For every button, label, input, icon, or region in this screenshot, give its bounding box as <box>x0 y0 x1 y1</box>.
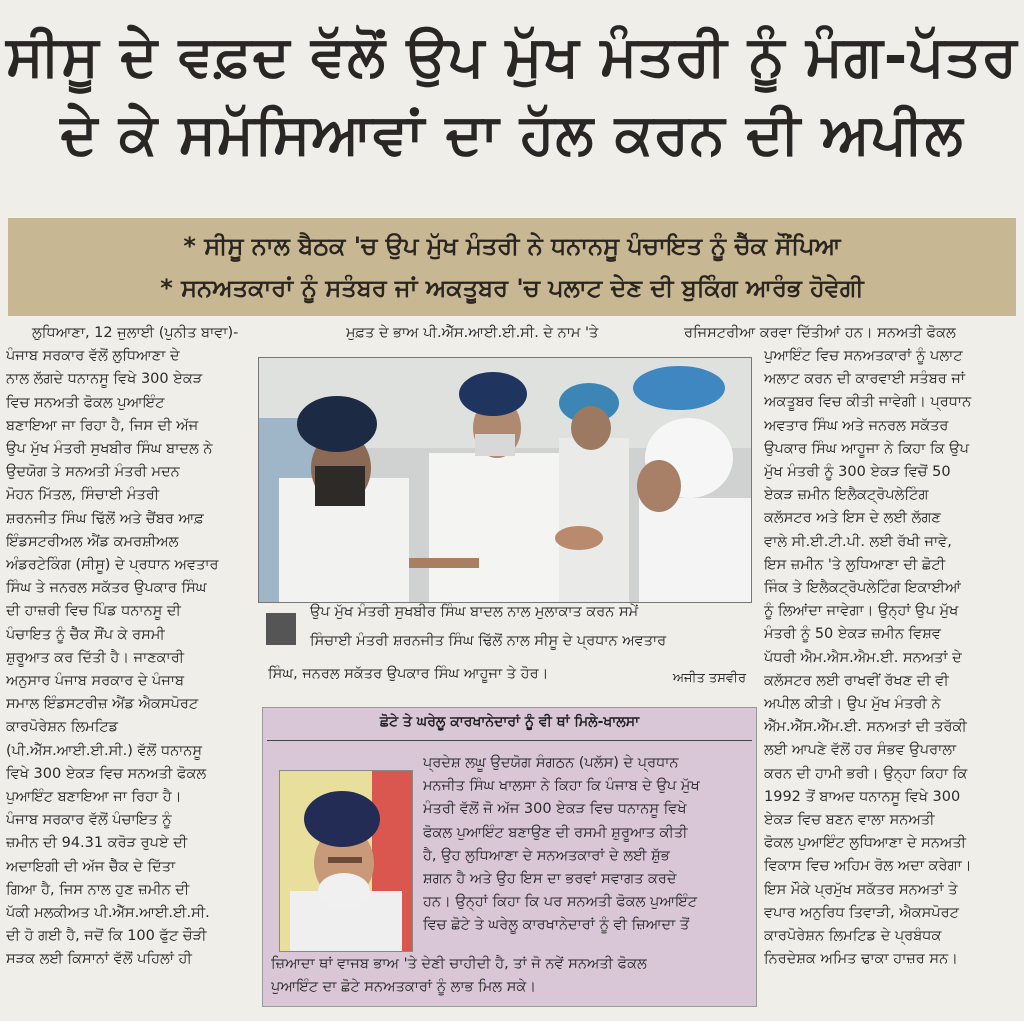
right-column-line: ਫੋਕਲ ਪੁਆਇੰਟ ਲੁਧਿਆਣਾ ਦੇ ਸਨਅਤੀ <box>764 835 967 852</box>
left-column-line: ਸੜਕ ਲਈ ਕਿਸਾਨਾਂ ਵੱਲੋਂ ਪਹਿਲਾਂ ਹੀ <box>6 951 192 968</box>
box-side-line: ਮਨਜੀਤ ਸਿੰਘ ਖਾਲਸਾ ਨੇ ਕਿਹਾ ਕਿ ਪੰਜਾਬ ਦੇ ਉਪ ਮੁੱਖ <box>423 778 700 795</box>
left-column-line: ਅਨੁਸਾਰ ਪੰਜਾਬ ਸਰਕਾਰ ਦੇ ਪੰਜਾਬ <box>6 673 185 690</box>
box-title: ਛੋਟੇ ਤੇ ਘਰੇਲੂ ਕਾਰਖਾਨੇਦਾਰਾਂ ਨੂੰ ਵੀ ਥਾਂ ਮਿਲੇ-ਖਾਲਸਾ <box>379 714 640 730</box>
left-column-line: ਸ਼ੁਰੂਆਤ ਕਰ ਦਿੱਤੀ ਹੈ। ਜਾਣਕਾਰੀ <box>6 649 185 666</box>
left-column-line: ਅਦਾਇਗੀ ਦੀ ਅੱਜ ਚੈੱਕ ਦੇ ਦਿੱਤਾ <box>6 858 176 875</box>
top-strip-right: ਰਜਿਸਟਰੀਆ ਕਰਵਾ ਦਿੱਤੀਆਂ ਹਨ। ਸਨਅਤੀ ਫੋਕਲ <box>684 325 956 341</box>
headline-line-1: ਸੀਸੂ ਦੇ ਵਫ਼ਦ ਵੱਲੋਂ ਉਪ ਮੁੱਖ ਮੰਤਰੀ ਨੂੰ ਮੰਗ-ਪੱਤਰ <box>6 24 1018 89</box>
left-column-line: ਮੋਹਨ ਮਿੱਤਲ, ਸਿੰਚਾਈ ਮੰਤਰੀ <box>6 487 160 504</box>
box-side-line: ਮੰਤਰੀ ਵੱਲੋਂ ਜੋ ਅੱਜ 300 ਏਕੜ ਵਿਚ ਧਨਾਨਸੂ ਵਿਖੇ <box>423 801 687 818</box>
right-column-line: ਉਪਕਾਰ ਸਿੰਘ ਆਹੂਜਾ ਨੇ ਕਿਹਾ ਕਿ ਉਪ <box>764 440 969 457</box>
boxed-story <box>262 707 757 1007</box>
dateline: ਲੁਧਿਆਣਾ, 12 ਜੁਲਾਈ (ਪੁਨੀਤ ਬਾਵਾ)- <box>32 325 239 341</box>
left-column-line: ਗਿਆ ਹੈ, ਜਿਸ ਨਾਲ ਹੁਣ ਜ਼ਮੀਨ ਦੀ <box>6 881 190 898</box>
left-column-line: ਪੰਜਾਬ ਸਰਕਾਰ ਵੱਲੋਂ ਲੁਧਿਆਣਾ ਦੇ <box>6 348 180 365</box>
right-column-line: ਪੁਆਇੰਟ ਵਿਚ ਸਨਅਤਕਾਰਾਂ ਨੂੰ ਪਲਾਟ <box>764 348 963 364</box>
right-column-line: ਇਸ ਜ਼ਮੀਨ 'ਤੇ ਲੁਧਿਆਣਾ ਦੀ ਛੋਟੀ <box>764 556 946 573</box>
left-column-line: ਪੰਚਾਇਤ ਨੂੰ ਚੈੱਕ ਸੌਂਪ ਕੇ ਰਸਮੀ <box>6 626 165 643</box>
left-column-line: ਪੁਆਇੰਟ ਬਣਾਇਆ ਜਾ ਰਿਹਾ ਹੈ। <box>6 789 182 806</box>
left-column-lines <box>6 345 252 971</box>
left-column-line: ਵਿਚ ਸਨਅਤੀ ਫੋਕਲ ਪੁਆਇੰਟ <box>6 394 165 411</box>
right-column-line: ਅਵਤਾਰ ਸਿੰਘ ਅਤੇ ਜਨਰਲ ਸਕੱਤਰ <box>764 417 949 434</box>
headline-line-2: ਦੇ ਕੇ ਸਮੱਸਿਆਵਾਂ ਦਾ ਹੱਲ ਕਰਨ ਦੀ ਅਪੀਲ <box>60 102 964 167</box>
box-full-text <box>271 953 749 999</box>
meeting-photo <box>258 357 752 603</box>
right-column-line: ਕਾਰਪੋਰੇਸ਼ਨ ਲਿਮਟਿਡ ਦੇ ਪ੍ਰਬੰਧਕ <box>764 928 942 945</box>
right-column-line: ਵਿਕਾਸ ਵਿਚ ਅਹਿਮ ਰੋਲ ਅਦਾ ਕਰੇਗਾ। <box>764 858 972 875</box>
left-column-line: ਸ਼ਰਨਜੀਤ ਸਿੰਘ ਢਿੱਲੋਂ ਅਤੇ ਚੈਂਬਰ ਆਫ਼ <box>6 510 204 527</box>
left-column-line: ਉਪ ਮੁੱਖ ਮੰਤਰੀ ਸੁਖਬੀਰ ਸਿੰਘ ਬਾਦਲ ਨੇ <box>6 441 213 458</box>
left-column-line: (ਪੀ.ਐੱਸ.ਆਈ.ਈ.ਸੀ.) ਵੱਲੋਂ ਧਨਾਨਸੂ <box>6 742 203 759</box>
box-side-line: ਵਿਚ ਛੋਟੇ ਤੇ ਘਰੇਲੂ ਕਾਰਖਾਨੇਦਾਰਾਂ ਨੂੰ ਵੀ ਜ਼ਿਆਦਾ ਤੋਂ <box>423 917 690 934</box>
right-column-line: ਲਈ ਆਪਣੇ ਵੱਲੋਂ ਹਰ ਸੰਭਵ ਉਪਰਾਲਾ <box>764 742 957 759</box>
right-column-line: ਨੂੰ ਲਿਆਂਦਾ ਜਾਵੇਗਾ। ਉਨ੍ਹਾਂ ਉਪ ਮੁੱਖ <box>764 603 959 620</box>
left-column-line: ਵਿਖੇ 300 ਏਕੜ ਵਿਚ ਸਨਅਤੀ ਫੋਕਲ <box>6 765 207 782</box>
left-column-line: ਨਾਲ ਲੱਗਦੇ ਧਨਾਨਸੂ ਵਿਖੇ 300 ਏਕੜ <box>6 371 203 388</box>
photo-credit: ਅਜੀਤ ਤਸਵੀਰ <box>672 671 746 686</box>
right-column-line: ਵਾਲੇ ਸੀ.ਈ.ਟੀ.ਪੀ. ਲਈ ਰੱਖੀ ਜਾਵੇ, <box>764 533 952 550</box>
right-column-line: ਵਪਾਰ ਅਨੁਰਿਧ ਤਿਵਾੜੀ, ਐਕਸਪੋਰਟ <box>764 904 959 921</box>
left-column-line: ਸਮਾਲ ਇੰਡਸਟਰੀਜ਼ ਐਂਡ ਐਕਸਪੋਰਟ <box>6 696 199 713</box>
meeting-photo-illustration <box>259 358 751 602</box>
box-side-line: ਫੋਕਲ ਪੁਆਇੰਟ ਬਣਾਉਣ ਦੀ ਰਸਮੀ ਸ਼ੁਰੂਆਤ ਕੀਤੀ <box>423 824 688 841</box>
right-column-line: ਏਕੜ ਵਿਚ ਬਣਨ ਵਾਲਾ ਸਨਅਤੀ <box>764 812 935 829</box>
right-column-line: ਅਲਾਟ ਕਰਨ ਦੀ ਕਾਰਵਾਈ ਸਤੰਬਰ ਜਾਂ <box>764 371 965 388</box>
box-side-text <box>423 752 745 938</box>
subheadline-band <box>8 218 1016 316</box>
caption-line-2: ਸਿੰਚਾਈ ਮੰਤਰੀ ਸ਼ਰਨਜੀਤ ਸਿੰਘ ਢਿੱਲੋਂ ਨਾਲ ਸੀਸੂ ਦੇ ਪ੍ਰਧਾਨ ਅਵਤਾਰ <box>310 633 667 649</box>
box-side-line: ਸ਼ਗਨ ਹੈ ਅਤੇ ਉਹ ਇਸ ਦਾ ਭਰਵਾਂ ਸਵਾਗਤ ਕਰਦੇ <box>423 871 677 888</box>
left-column-line: ਬਣਾਇਆ ਜਾ ਰਿਹਾ ਹੈ, ਜਿਸ ਦੀ ਅੱਜ <box>6 417 199 434</box>
portrait-illustration <box>280 771 412 951</box>
portrait-photo <box>279 770 413 952</box>
right-column-line: ਮੰਤਰੀ ਨੂੰ 50 ਏਕੜ ਜ਼ਮੀਨ ਵਿਸ਼ਵ <box>764 626 941 643</box>
top-strip-middle: ਮੁਫ਼ਤ ਦੇ ਭਾਅ ਪੀ.ਐੱਸ.ਆਈ.ਈ.ਸੀ. ਦੇ ਨਾਮ 'ਤੇ <box>346 325 599 341</box>
box-full-line: ਪੁਆਇੰਟ ਦਾ ਛੋਟੇ ਸਨਅਤਕਾਰਾਂ ਨੂੰ ਲਾਭ ਮਿਲ ਸਕੇ। <box>271 979 537 996</box>
right-column-line: ਅਕਤੂਬਰ ਵਿਚ ਕੀਤੀ ਜਾਵੇਗੀ। ਪ੍ਰਧਾਨ <box>764 394 972 411</box>
right-column-line: ਕਲੱਸਟਰ ਅਤੇ ਇਸ ਦੇ ਲਈ ਲੱਗਣ <box>764 510 941 527</box>
left-column-line: ਪੱਕੀ ਮਲਕੀਅਤ ਪੀ.ਐੱਸ.ਆਈ.ਈ.ਸੀ. <box>6 905 210 922</box>
right-column-line: ਐੱਮ.ਐੱਸ.ਐੱਮ.ਈ. ਸਨਅਤਾਂ ਦੀ ਤਰੱਕੀ <box>764 719 967 736</box>
right-column-line: ਨਿਰਦੇਸ਼ਕ ਅਮਿਤ ਢਾਕਾ ਹਾਜ਼ਰ ਸਨ। <box>764 951 958 968</box>
headline <box>0 18 1024 174</box>
right-column-line: ਕਰਨ ਦੀ ਹਾਮੀ ਭਰੀ। ਉਨ੍ਹਾ ਕਿਹਾ ਕਿ <box>764 765 968 782</box>
right-column-line: ਕਲੱਸਟਰ ਲਈ ਰਾਖਵੀਂ ਰੱਖਣ ਦੀ ਵੀ <box>764 672 949 689</box>
right-column <box>764 345 1020 1015</box>
left-column-line: ਦੀ ਹੋ ਗਈ ਹੈ, ਜਦੋਂ ਕਿ 100 ਫੁੱਟ ਚੌੜੀ <box>6 928 207 945</box>
right-column-line: ਮੁੱਖ ਮੰਤਰੀ ਨੂੰ 300 ਏਕੜ ਵਿਚੋਂ 50 <box>764 464 951 481</box>
subheadline-1: * ਸੀਸੂ ਨਾਲ ਬੈਠਕ 'ਚ ਉਪ ਮੁੱਖ ਮੰਤਰੀ ਨੇ ਧਨਾਨਸੂ ਪੰਚਾਇਤ ਨੂੰ ਚੈੱਕ ਸੌਂਪਿਆ <box>183 232 841 260</box>
caption-line-3: ਸਿੰਘ, ਜਨਰਲ ਸਕੱਤਰ ਉਪਕਾਰ ਸਿੰਘ ਆਹੂਜਾ ਤੇ ਹੋਰ। <box>268 666 549 682</box>
right-column-line: ਅਪੀਲ ਕੀਤੀ। ਉਪ ਮੁੱਖ ਮੰਤਰੀ ਨੇ <box>764 696 941 713</box>
right-column-line: ਏਕੜ ਜ਼ਮੀਨ ਇਲੈਕਟ੍ਰੋਪਲੇਟਿੰਗ <box>764 487 929 504</box>
left-column-line: ਪੰਜਾਬ ਸਰਕਾਰ ਵੱਲੋਂ ਪੰਚਾਇਤ ਨੂੰ <box>6 812 172 829</box>
box-full-line: ਜ਼ਿਆਦਾ ਥਾਂ ਵਾਜਬ ਭਾਅ 'ਤੇ ਦੇਣੀ ਚਾਹੀਦੀ ਹੈ, ਤਾਂ ਜੋ ਨਵੇਂ ਸਨਅਤੀ ਫੋਕਲ <box>271 956 647 972</box>
subheadline-2: * ਸਨਅਤਕਾਰਾਂ ਨੂੰ ਸਤੰਬਰ ਜਾਂ ਅਕਤੂਬਰ 'ਚ ਪਲਾਟ ਦੇਣ ਦੀ ਬੁਕਿੰਗ ਆਰੰਭ ਹੋਵੇਗੀ <box>160 274 864 302</box>
left-column-line: ਦੀ ਹਾਜ਼ਰੀ ਵਿਚ ਪਿੰਡ ਧਨਾਨਸੂ ਦੀ <box>6 603 181 620</box>
box-side-line: ਪ੍ਰਦੇਸ਼ ਲਘੂ ਉਦਯੋਗ ਸੰਗਠਨ (ਪਲੱਸ) ਦੇ ਪ੍ਰਧਾਨ <box>423 755 679 771</box>
right-column-line: ਇਸ ਮੌਕੇ ਪ੍ਰਮੁੱਖ ਸਕੱਤਰ ਸਨਅਤਾਂ ਤੇ <box>764 881 958 898</box>
box-side-line: ਹਨ। ਉਨ੍ਹਾਂ ਕਿਹਾ ਕਿ ਪਰ ਸਨਅਤੀ ਫੋਕਲ ਪੁਆਇੰਟ <box>423 894 698 911</box>
right-column-line: ਜਿੰਕ ਤੇ ਇਲੈਕਟ੍ਰੋਪਲੇਟਿੰਗ ਇਕਾਈਆਂ <box>764 580 961 597</box>
left-column-line: ਜ਼ਮੀਨ ਦੀ 94.31 ਕਰੋੜ ਰੁਪਏ ਦੀ <box>6 835 188 852</box>
box-title-rule <box>267 740 752 741</box>
left-column-line: ਉਦਯੋਗ ਤੇ ਸਨਅਤੀ ਮੰਤਰੀ ਮਦਨ <box>6 464 180 481</box>
photo-caption <box>266 603 750 695</box>
left-column <box>6 322 252 1018</box>
right-column-line: ਪੱਧਰੀ ਐਮ.ਐਸ.ਐਮ.ਈ. ਸਨਅਤਾਂ ਦੇ <box>764 649 962 666</box>
box-side-line: ਹੈ, ਉਹ ਲੁਧਿਆਣਾ ਦੇ ਸਨਅਤਕਾਰਾਂ ਦੇ ਲਈ ਸ਼ੁੱਭ <box>423 847 670 864</box>
right-column-line: 1992 ਤੋਂ ਬਾਅਦ ਧਨਾਨਸੂ ਵਿਖੇ 300 <box>764 788 961 805</box>
left-column-line: ਕਾਰਪੋਰੇਸ਼ਨ ਲਿਮਟਿਡ <box>6 719 119 736</box>
left-column-line: ਸਿੰਘ ਤੇ ਜਨਰਲ ਸਕੱਤਰ ਉਪਕਾਰ ਸਿੰਘ <box>6 580 207 597</box>
caption-marker <box>266 613 296 645</box>
left-column-line: ਇੰਡਸਟਰੀਅਲ ਐਂਡ ਕਮਰਸ਼ੀਅਲ <box>6 533 179 550</box>
left-column-line: ਅੰਡਰਟੇਕਿੰਗ (ਸੀਸੂ) ਦੇ ਪ੍ਰਧਾਨ ਅਵਤਾਰ <box>6 557 219 574</box>
caption-line-1: ਉਪ ਮੁੱਖ ਮੰਤਰੀ ਸੁਖਬੀਰ ਸਿੰਘ ਬਾਦਲ ਨਾਲ ਮੁਲਾਕਾਤ ਕਰਨ ਸਮੇਂ <box>310 604 639 620</box>
